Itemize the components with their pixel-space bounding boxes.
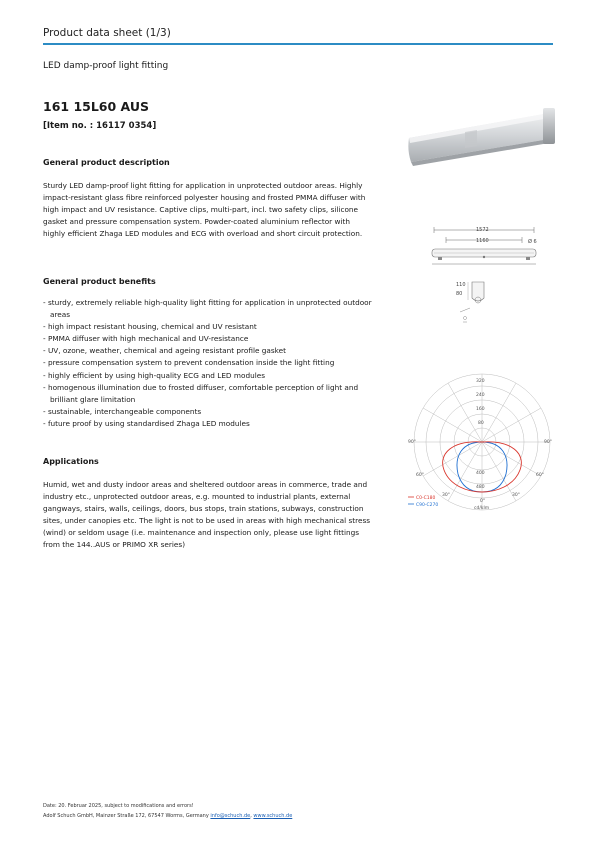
polar-label-320: 320 xyxy=(476,379,485,384)
header-divider xyxy=(43,43,553,45)
polar-angle-right-60: 60° xyxy=(536,473,544,478)
list-item: - future proof by using standardised Zhaga LED modules xyxy=(43,418,250,428)
polar-label-80: 80 xyxy=(478,421,484,426)
applications-heading: Applications xyxy=(43,457,99,466)
polar-label-400: 400 xyxy=(476,471,485,476)
end-view-drawing xyxy=(450,278,490,328)
item-number: [Item no. : 16117 0354] xyxy=(43,121,157,131)
dimension-height: 110 xyxy=(456,282,466,288)
benefits-heading: General product benefits xyxy=(43,277,156,286)
applications-text: Humid, wet and dusty indoor areas and sheltered outdoor areas in commerce, trade and industry etc., unprotected outdoor areas, e.g. mounted to industrial plants, external gangways, stairs, walls, ceilings, doors, bus stops, train stations, subways, construction sites, under canopies etc. The light is not to be used in areas with high mechanical stress (wind) or seldom usage (i.e. maintenance and inspection only, please use light fittings from the 144..AUS or PRIMO XR series) xyxy=(43,480,371,550)
product-code: 161 15L60 AUS xyxy=(43,99,149,114)
polar-angle-zero: 0° xyxy=(480,499,486,504)
polar-label-160: 160 xyxy=(476,407,485,412)
polar-label-240: 240 xyxy=(476,393,485,398)
polar-angle-left-60: 60° xyxy=(416,473,424,478)
polar-label-480: 480 xyxy=(476,485,485,490)
footer-email-link[interactable]: info@schuch.de xyxy=(210,813,251,819)
list-item: - pressure compensation system to prevent condensation inside the light fitting xyxy=(43,358,335,368)
page-header-title: Product data sheet (1/3) xyxy=(43,27,171,39)
description-heading: General product description xyxy=(43,158,170,167)
list-item: - sustainable, interchangeable components xyxy=(43,406,202,416)
dimension-hole: Ø 6 xyxy=(528,239,537,245)
polar-angle-left-90: 90° xyxy=(408,440,416,445)
product-photo xyxy=(405,100,555,170)
polar-angle-right-90: 90° xyxy=(544,440,552,445)
footer-address xyxy=(43,813,292,819)
legend-c90-c270: C90-C270 xyxy=(416,503,439,508)
polar-angle-left-30: 30° xyxy=(442,493,450,498)
footer-separator: , xyxy=(250,813,254,819)
footer-address-text: Adolf Schuch GmbH, Mainzer Straße 172, 67547 Worms, Germany xyxy=(43,813,211,819)
list-item: - UV, ozone, weather, chemical and ageing resistant profile gasket xyxy=(43,346,286,356)
list-item: - high impact resistant housing, chemical and UV resistant xyxy=(43,322,257,332)
polar-distribution-chart xyxy=(402,370,562,515)
polar-angle-right-30: 30° xyxy=(512,493,520,498)
dimension-width: 80 xyxy=(456,291,463,297)
description-text: Sturdy LED damp-proof light fitting for application in unprotected outdoor areas. Highly impact-resistant glass fibre reinforced polyester housing and frosted PMMA diffuser with high impact and UV resistance. Captive clips, multi-part, incl. two safety clips, silicone gasket and pressure compensation system. Powder-coated aluminium reflector with highly efficient Zhaga LED modules and ECG with overload and short circuit protection. xyxy=(43,181,366,239)
dimension-total: 1572 xyxy=(476,227,489,233)
polar-unit: cd/klm xyxy=(474,506,490,511)
list-item: - sturdy, extremely reliable high-quality light fitting for application in unprotected outdoor areas xyxy=(43,298,372,320)
legend-c0-c180: C0-C180 xyxy=(416,496,436,501)
dimension-drawing xyxy=(420,222,555,274)
benefits-list xyxy=(43,297,373,430)
footer-website-link[interactable]: www.schuch.de xyxy=(253,813,293,819)
list-item: - highly efficient by using high-quality ECG and LED modules xyxy=(43,370,266,380)
product-subtitle: LED damp-proof light fitting xyxy=(43,61,169,71)
footer-date: Date: 20. Februar 2025, subject to modifications and errors! xyxy=(43,803,194,809)
dimension-inner: 1160 xyxy=(476,238,489,244)
list-item: - homogenous illumination due to frosted diffuser, comfortable perception of light and brilliant glare limitation xyxy=(43,382,359,404)
list-item: - PMMA diffuser with high mechanical and UV-resistance xyxy=(43,334,249,344)
